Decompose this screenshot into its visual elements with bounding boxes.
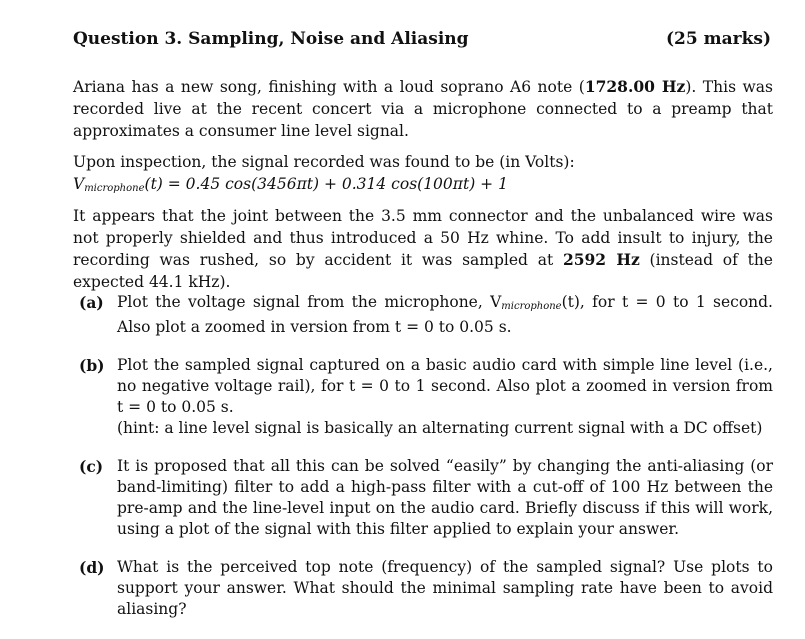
question-parts (79, 292, 773, 637)
part-label: (b) (79, 356, 105, 375)
part-b-text: Plot the sampled signal captured on a basic audio card with simple line level (i.e., no negative voltage rail), for t = 0 to 1 second. Also plot a zoomed in version from t = 0 to 0.05 s. (117, 356, 773, 416)
part-label: (c) (79, 457, 104, 476)
part-label: (d) (79, 558, 105, 577)
part-b (79, 355, 773, 439)
inspection-paragraph (73, 151, 773, 200)
equation-rhs: (t) = 0.45 cos(3456πt) + 0.314 cos(100πt) + 1 (144, 175, 508, 193)
signal-equation (73, 173, 773, 200)
noise-text-before: It appears that the joint between the 3.5 mm connector and the unbalanced wire was not properly shielded and thus introduced a 50 Hz whine. To add insult to injury, the recording was rushed, so by accident it was sampled at (73, 207, 773, 269)
part-body (117, 355, 773, 439)
intro-text-before: Ariana has a new song, finishing with a loud soprano A6 note ( (73, 78, 585, 96)
part-a-text-post: (t), for t = 0 to 1 second. Also plot a zoomed in version from t = 0 to 0.05 s. (117, 293, 773, 336)
noise-text-after: (instead of the expected 44.1 kHz). (73, 251, 773, 291)
part-b-hint: (hint: a line level signal is basically an alternating current signal with a DC offset) (117, 419, 763, 437)
part-d-text: What is the perceived top note (frequency) of the sampled signal? Use plots to support your answer. What should the minimal sampling rate have been to avoid aliasing? (117, 558, 773, 618)
part-a-text-pre: Plot the voltage signal from the microphone, V (117, 293, 502, 311)
question-marks: (25 marks) (666, 29, 771, 49)
intro-paragraph (73, 76, 773, 142)
part-a-subscript: microphone (501, 301, 562, 312)
sampling-rate: 2592 Hz (562, 250, 640, 269)
equation-subscript: microphone (84, 183, 145, 194)
intro-frequency: 1728.00 Hz (584, 77, 686, 96)
question-title: Question 3. Sampling, Noise and Aliasing (73, 29, 469, 49)
part-c-text: It is proposed that all this can be solved “easily” by changing the anti-aliasing (or band-limiting) filter to add a high-pass filter with a cut-off of 100 Hz between the pre-amp and the line-level input on the audio card. Briefly discuss if this will work, using a plot of the signal with this filter applied to explain your answer. (117, 457, 773, 538)
inspection-line: Upon inspection, the signal recorded was found to be (in Volts): (73, 153, 575, 171)
intro-text-after: ). This was recorded live at the recent concert via a microphone connected to a preamp that approximates a consumer line level signal. (73, 78, 773, 140)
part-label: (a) (79, 293, 104, 312)
part-body (117, 292, 773, 338)
part-d (79, 557, 773, 620)
equation-lhs: V (73, 175, 85, 193)
part-c (79, 456, 773, 540)
part-a (79, 292, 773, 338)
noise-paragraph (73, 205, 773, 293)
